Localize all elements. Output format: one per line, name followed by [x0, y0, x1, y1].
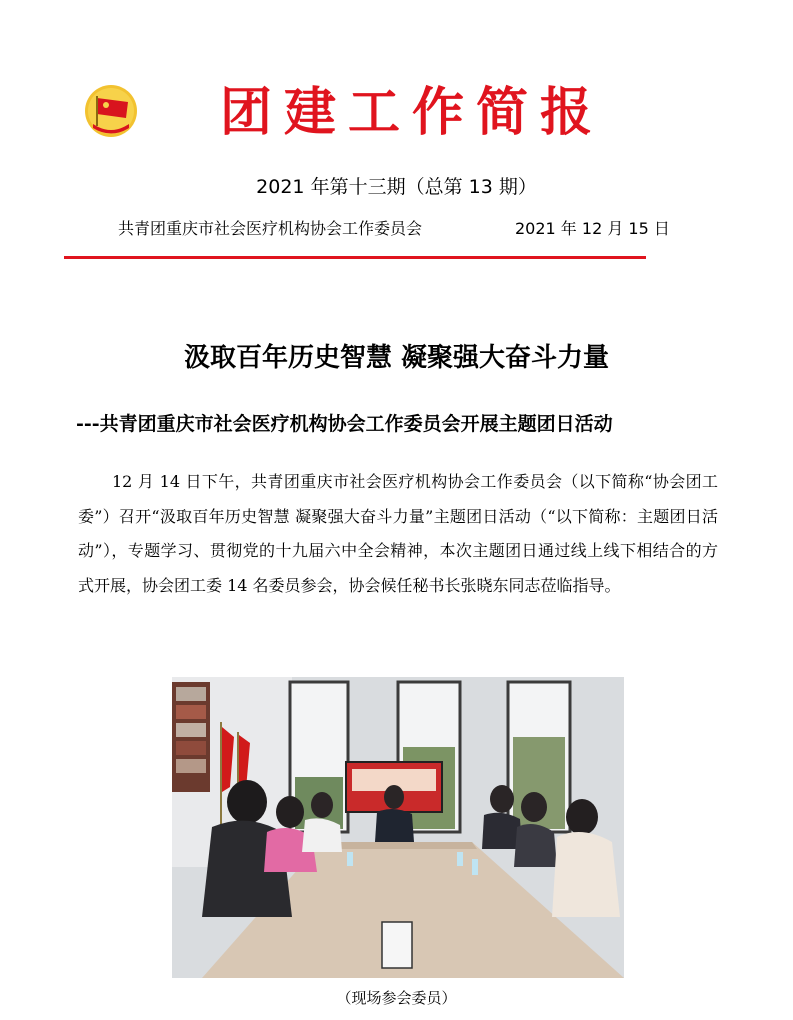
article-title: 汲取百年历史智慧 凝聚强大奋斗力量 — [183, 343, 610, 373]
issue-number: 2021 年第十三期（总第 13 期） — [256, 176, 537, 198]
masthead-title: 团建工作简报 — [220, 82, 605, 143]
article-body: 12 月 14 日下午，共青团重庆市社会医疗机构协会工作委员会（以下简称“协会团工委”）召开“汲取百年历史智慧 凝聚强大奋斗力量”主题团日活动（“以下简称：主题团日活动”），专题学习、贯彻党的十九届六中全会精神，本次主题团日通过线上线下相结合的方式开展，协会团工委 14 名委员参会，协会候任秘书长张晓东同志莅临指导。 — [78, 472, 718, 595]
youth-league-emblem-icon — [84, 84, 138, 138]
photo-caption: （现场参会委员） — [336, 989, 457, 1007]
article-subtitle: ---共青团重庆市社会医疗机构协会工作委员会开展主题团日活动 — [76, 413, 613, 435]
header-divider — [64, 256, 646, 259]
meeting-photo — [172, 677, 624, 978]
publish-date: 2021 年 12 月 15 日 — [515, 219, 670, 238]
publisher-name: 共青团重庆市社会医疗机构协会工作委员会 — [118, 219, 423, 238]
